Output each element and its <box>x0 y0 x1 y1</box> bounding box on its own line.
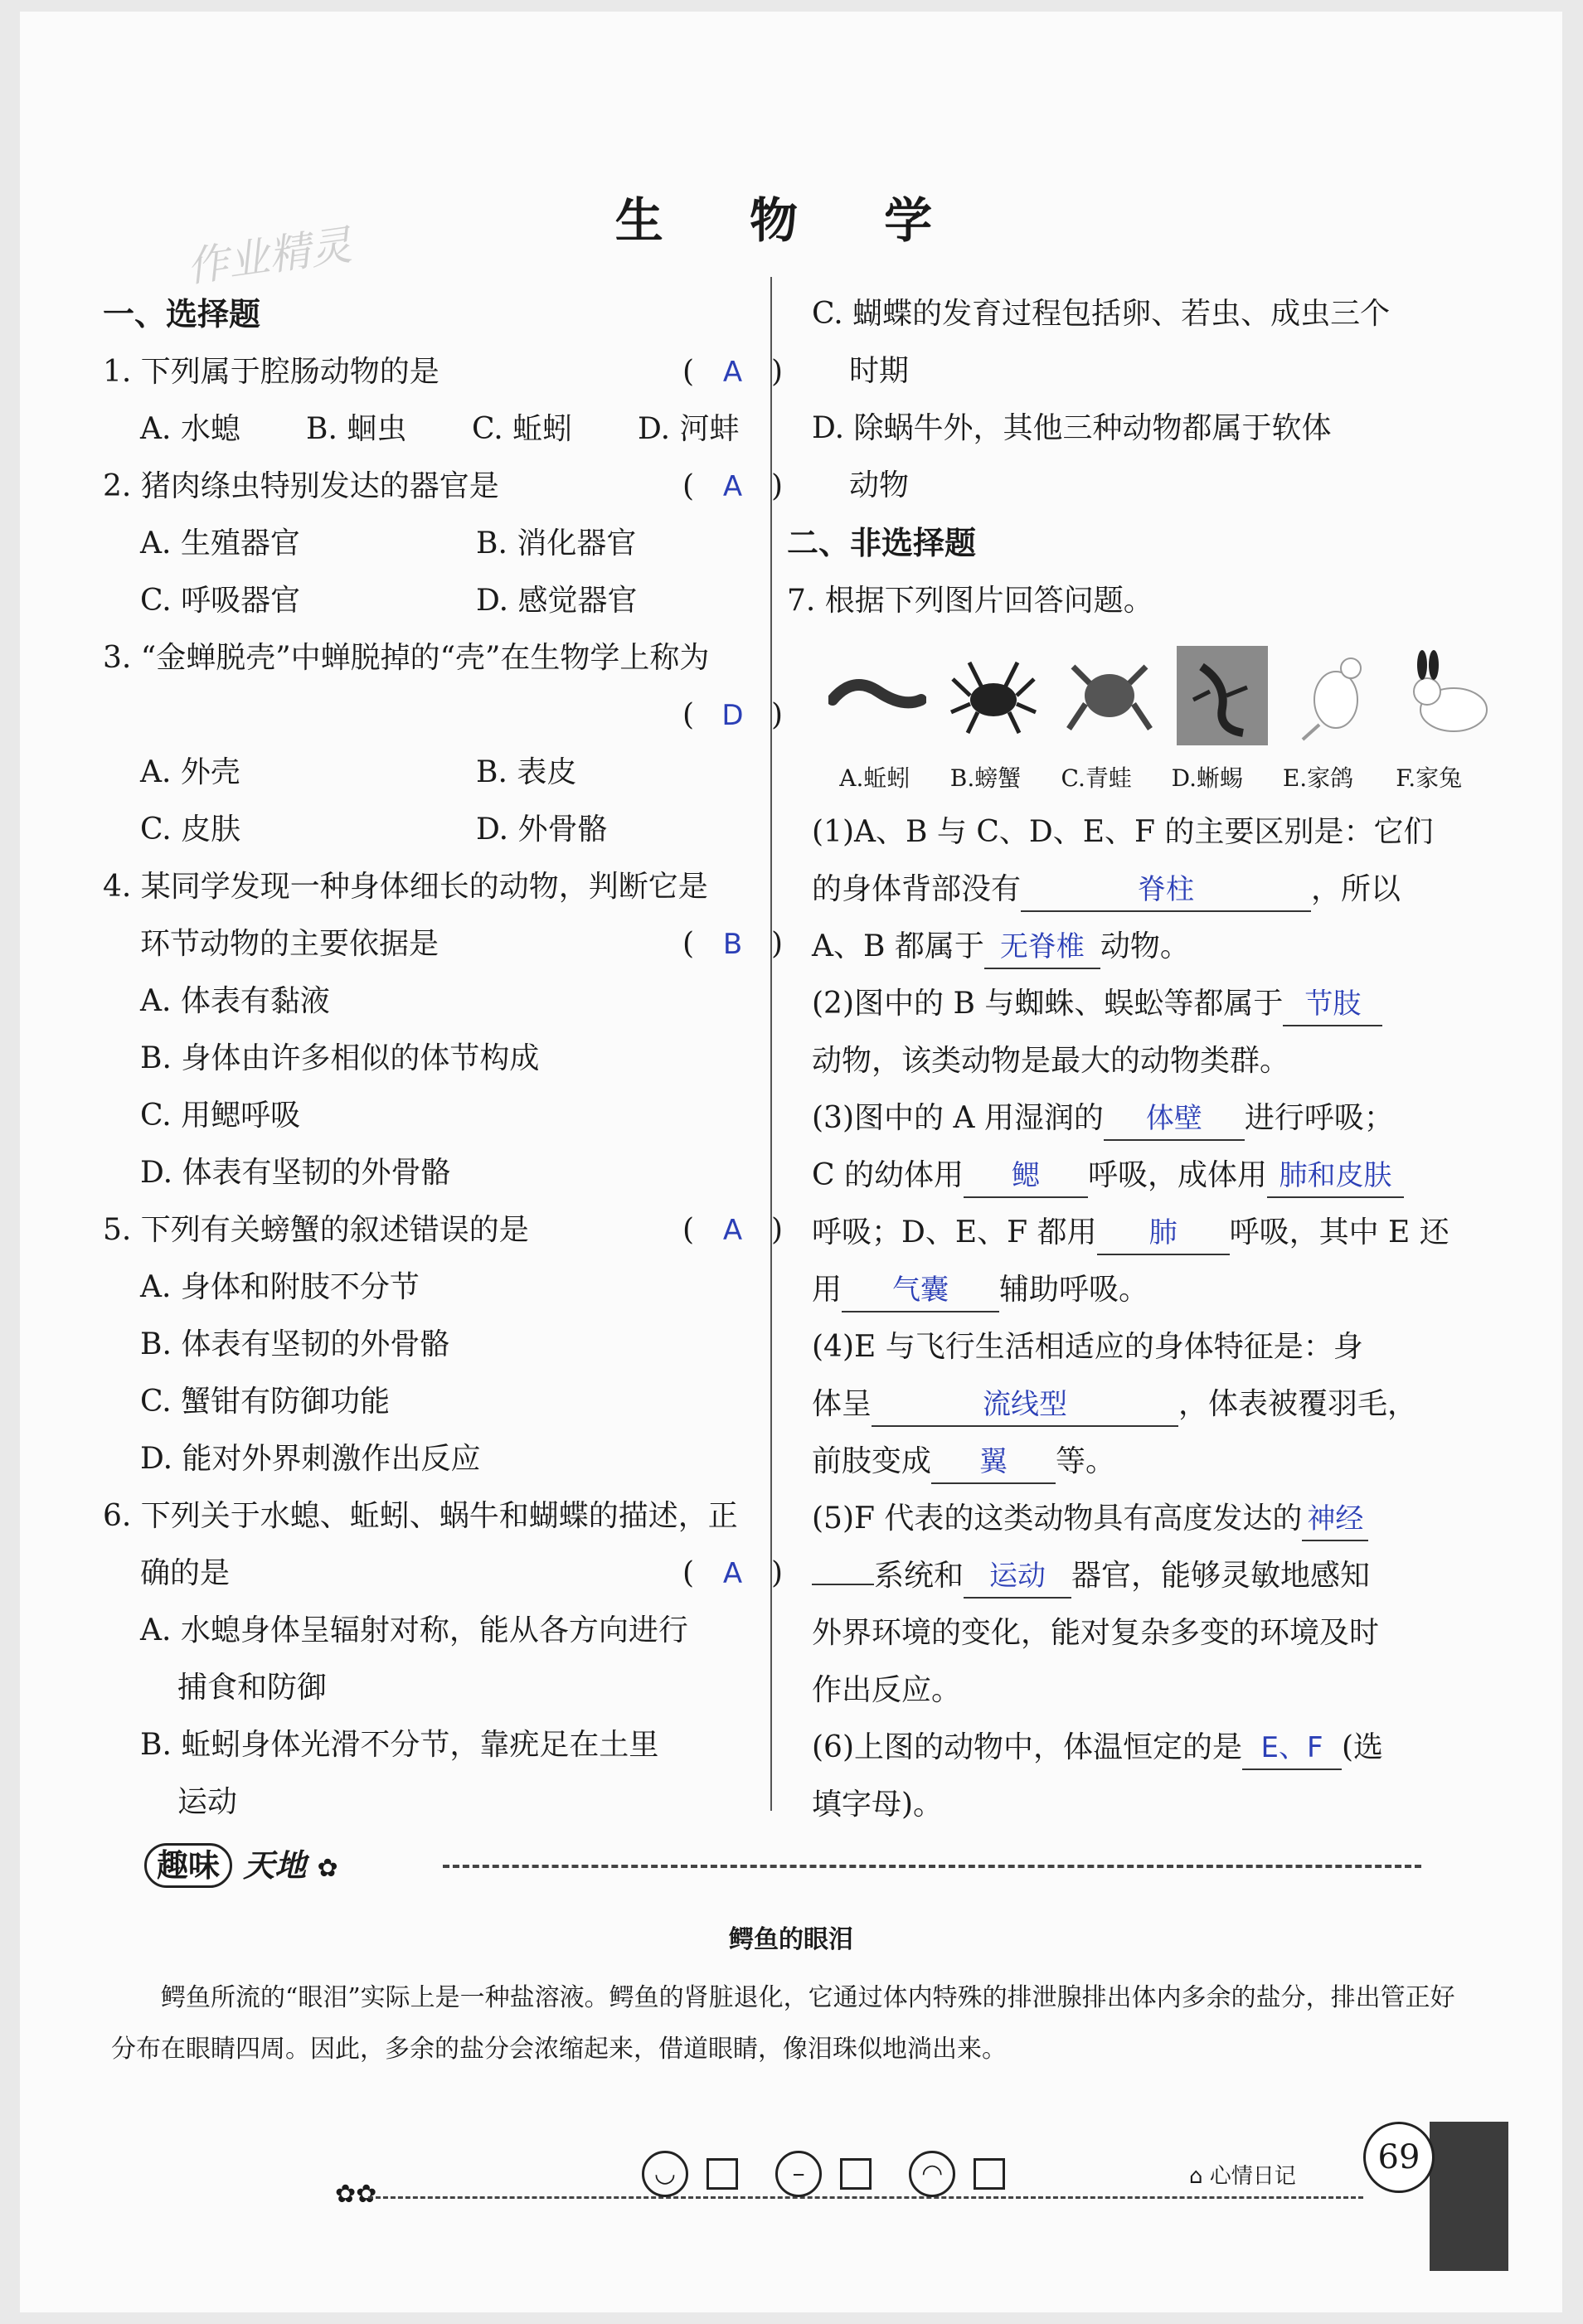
answer-blank: 气囊 <box>842 1269 999 1312</box>
option: C. 蟹钳有防御功能 <box>140 1385 391 1419</box>
option: B. 身体由许多相似的体节构成 <box>140 1041 540 1075</box>
sad-checkbox[interactable] <box>974 2158 1005 2190</box>
sub-question: 的身体背部没有 脊柱 ，所以 <box>812 861 1475 918</box>
answer-blank: 神经 <box>1302 1498 1368 1541</box>
neutral-checkbox[interactable] <box>840 2158 872 2190</box>
options-row: A. 生殖器官 B. 消化器官 <box>140 526 637 560</box>
sub-question: 用 气囊 辅助呼吸。 <box>812 1261 1475 1318</box>
fun-title: 鳄鱼的眼泪 <box>729 1925 853 1954</box>
sub-question: C 的幼体用 鳃 呼吸，成体用 肺和皮肤 <box>812 1147 1475 1204</box>
option: D. 除蜗牛外，其他三种动物都属于软体 <box>812 411 1332 445</box>
question-stem: 7. 根据下列图片回答问题。 <box>787 584 1153 618</box>
options-row: C. 皮肤 D. 外骨骼 <box>140 813 608 847</box>
option: B. 体表有坚韧的外骨骼 <box>140 1327 450 1361</box>
sad-face-icon: ◠ <box>909 2151 955 2197</box>
image-captions: A.蚯蚓 B.螃蟹 C.青蛙 D.蜥蜴 E.家鸽 F.家兔 <box>839 764 1463 792</box>
answer-blank: 流线型 <box>872 1384 1178 1427</box>
sub-question: (3)图中的 A 用湿润的 体壁 进行呼吸； <box>812 1089 1475 1147</box>
dashed-divider <box>443 1865 1421 1868</box>
answer-blank: 翼 <box>931 1441 1056 1484</box>
sub-question: 呼吸；D、E、F 都用 肺 呼吸，其中 E 还 <box>812 1204 1475 1261</box>
answer-blank: 体壁 <box>1104 1098 1245 1141</box>
sub-question: A、B 都属于 无脊椎 动物。 <box>812 918 1475 975</box>
answer: D <box>721 699 744 732</box>
lizard-image <box>1177 646 1268 745</box>
option: D. 体表有坚韧的外骨骼 <box>140 1156 451 1190</box>
option-cont: 时期 <box>849 354 910 388</box>
sub-question: (4)E 与飞行生活相适应的身体特征是：身 <box>812 1330 1363 1364</box>
happy-checkbox[interactable] <box>707 2158 738 2190</box>
corner-decoration <box>1430 2122 1508 2271</box>
question-stem: 1. 下列属于腔肠动物的是 ( A ) <box>103 343 783 400</box>
animal-images <box>828 638 1475 754</box>
answer-blank: 无脊椎 <box>984 926 1100 969</box>
options-row: A. 外壳 B. 表皮 <box>140 755 577 789</box>
flower-icon: ✿ <box>317 1854 338 1883</box>
option-cont: 运动 <box>177 1785 238 1819</box>
sub-question: (5)F 代表的这类动物具有高度发达的 神经 <box>812 1490 1475 1547</box>
option: C. 蝴蝶的发育过程包括卵、若虫、成虫三个 <box>812 297 1391 331</box>
option-cont: 捕食和防御 <box>177 1671 328 1705</box>
answer-blank: E、F <box>1242 1727 1342 1770</box>
answer: A <box>722 356 743 389</box>
option: C. 用鳃呼吸 <box>140 1099 301 1133</box>
answer: A <box>722 1557 743 1590</box>
option: A. 体表有黏液 <box>140 984 330 1018</box>
page-number: 69 <box>1363 2122 1435 2193</box>
rabbit-image <box>1402 646 1500 745</box>
flower-icon: ✿✿ <box>335 2180 377 2209</box>
question-stem: 确的是 ( A ) <box>103 1545 783 1602</box>
earthworm-image <box>828 646 926 745</box>
option: B. 蚯蚓身体光滑不分节，靠疣足在土里 <box>140 1728 659 1762</box>
answer: B <box>722 928 743 961</box>
mood-options <box>642 2151 1038 2197</box>
sub-question: 动物，该类动物是最大的动物类群。 <box>812 1044 1290 1078</box>
option-cont: 动物 <box>849 468 910 502</box>
question-stem: 6. 下列关于水螅、蚯蚓、蜗牛和蝴蝶的描述，正 <box>103 1499 738 1533</box>
sub-question: 填字母)。 <box>812 1788 944 1822</box>
diary-label: ⌂ 心情日记 <box>1189 2164 1296 2189</box>
question-stem: 5. 下列有关螃蟹的叙述错误的是 ( A ) <box>103 1201 783 1259</box>
option: A. 身体和附肢不分节 <box>140 1270 420 1304</box>
neutral-face-icon: – <box>775 2151 822 2197</box>
sub-question: (6)上图的动物中，体温恒定的是 E、F (选 <box>812 1719 1475 1776</box>
sub-question: 外界环境的变化，能对复杂多变的环境及时 <box>812 1616 1380 1650</box>
question-stem: 3. “金蝉脱壳”中蝉脱掉的“壳”在生物学上称为 <box>103 641 710 675</box>
fun-text: 鳄鱼所流的“眼泪”实际上是一种盐溶液。鳄鱼的肾脏退化，它通过体内特殊的排泄腺排出体内多余的盐分，排出管正好分布在眼睛四周。因此，多余的盐分会浓缩起来，借道眼睛，像泪珠似地淌出来。 <box>111 1983 1455 2064</box>
sub-question: (2)图中的 B 与蜘蛛、蜈蚣等都属于 节肢 <box>812 975 1475 1032</box>
right-column <box>787 285 1475 1833</box>
sub-question: 作出反应。 <box>812 1673 962 1707</box>
answer-blank: 节肢 <box>1283 983 1382 1026</box>
answer-blank: 鳃 <box>964 1155 1088 1198</box>
crab-image <box>944 646 1042 745</box>
question-stem: 环节动物的主要依据是 ( B ) <box>103 915 783 973</box>
section-heading: 二、非选择题 <box>787 525 977 561</box>
left-column <box>103 285 783 1831</box>
section-heading: 一、选择题 <box>103 296 261 332</box>
mood-footer <box>335 2155 1380 2209</box>
happy-face-icon: ◡ <box>642 2151 688 2197</box>
pigeon-image <box>1286 646 1384 745</box>
answer-blank: 运动 <box>964 1555 1071 1599</box>
answer-blank: 肺和皮肤 <box>1267 1155 1404 1198</box>
sub-question: 体呈 流线型 ，体表被覆羽毛， <box>812 1375 1475 1433</box>
answer-blank-cont <box>812 1584 874 1585</box>
answer-row: ( D ) <box>103 687 783 744</box>
watermark: 作业精灵 <box>183 221 355 292</box>
answer: A <box>722 470 743 503</box>
options-row: C. 呼吸器官 D. 感觉器官 <box>140 584 638 618</box>
fun-corner-header <box>144 1840 1438 1890</box>
question-stem: 2. 猪肉绦虫特别发达的器官是 ( A ) <box>103 458 783 515</box>
answer: A <box>722 1214 743 1247</box>
options-row: A. 水螅 B. 蛔虫 C. 蚯蚓 D. 河蚌 <box>140 412 740 446</box>
answer-blank: 肺 <box>1097 1212 1230 1255</box>
option: A. 水螅身体呈辐射对称，能从各方向进行 <box>140 1613 688 1647</box>
worksheet-page <box>20 12 1562 2312</box>
question-stem: 4. 某同学发现一种身体细长的动物，判断它是 <box>103 870 708 904</box>
answer-blank: 脊柱 <box>1021 869 1311 912</box>
frog-image <box>1061 646 1158 745</box>
fun-corner-label: 趣味 天地 ✿ <box>144 1840 338 1885</box>
sub-question: 系统和 运动 器官，能够灵敏地感知 <box>812 1547 1475 1604</box>
option: D. 能对外界刺激作出反应 <box>140 1442 481 1476</box>
sub-question: 前肢变成 翼 等。 <box>812 1433 1475 1490</box>
sub-question: (1)A、B 与 C、D、E、F 的主要区别是：它们 <box>812 815 1434 849</box>
page-title: 生 物 学 <box>614 192 968 249</box>
house-icon: ⌂ <box>1189 2164 1203 2189</box>
